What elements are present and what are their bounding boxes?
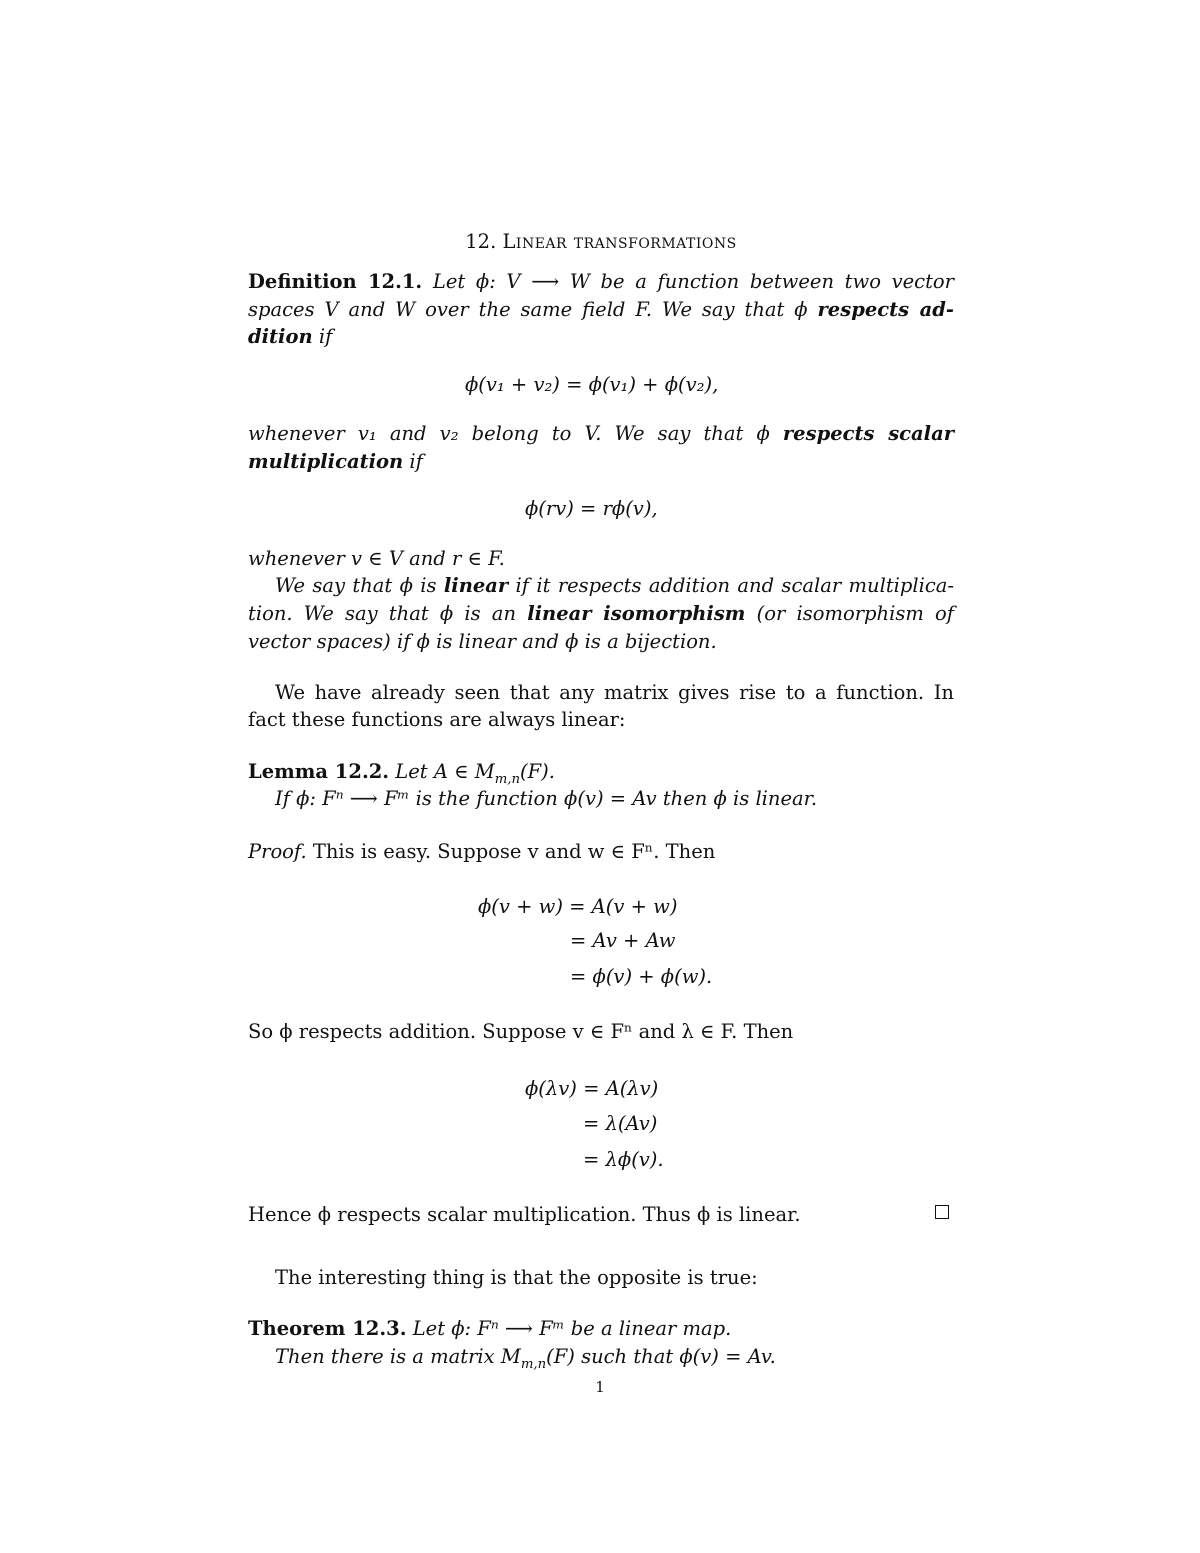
definition-line-9: vector spaces) if ϕ is linear and ϕ is a bijection. (248, 630, 717, 653)
term-respects-scalar: respects scalar (782, 422, 954, 445)
proof-line-2: So ϕ respects addition. Suppose v ∈ Fⁿ and λ ∈ F. Then (248, 1020, 794, 1043)
paragraph-2-line-1: The interesting thing is that the opposite is true: (275, 1266, 758, 1289)
equation-b-2: = λ(Av) (583, 1112, 658, 1135)
equation-a-2: = Av + Aw (570, 929, 676, 952)
lemma-line-1: Lemma 12.2. Let A ∈ $M_{m,n}(F)$. (248, 760, 555, 787)
equation-b-3: = λϕ(v). (583, 1148, 664, 1171)
theorem-line-1: Theorem 12.3. Let ϕ: Fⁿ ⟶ Fᵐ be a linear map. (248, 1317, 732, 1340)
section-number: 12. (465, 230, 497, 253)
lemma-label: Lemma 12.2. (248, 760, 390, 783)
proof-label: Proof. (248, 840, 307, 863)
definition-line-4: whenever v₁ and v₂ belong to V. We say that ϕ respects scalar (248, 422, 954, 445)
definition-label: Definition 12.1. (248, 270, 423, 293)
section-heading (248, 228, 954, 256)
proof-line-1: Proof. This is easy. Suppose v and w ∈ Fⁿ. Then (248, 840, 716, 863)
lemma-line-2: If ϕ: Fⁿ ⟶ Fᵐ is the function ϕ(v) = Av then ϕ is linear. (275, 787, 818, 810)
proof-line-3: Hence ϕ respects scalar multiplication. Thus ϕ is linear. (248, 1203, 801, 1226)
equation-additivity: ϕ(v₁ + v₂) = ϕ(v₁) + ϕ(v₂), (465, 373, 719, 396)
definition-line-5: multiplication if (248, 450, 423, 473)
definition-line-7: We say that ϕ is linear if it respects addition and scalar multiplica- (275, 574, 954, 597)
definition-line-3: dition if (248, 325, 333, 348)
term-respects-addition: respects ad- (817, 298, 954, 321)
term-linear-isomorphism: linear isomorphism (527, 602, 746, 625)
section-title: Linear transformations (502, 230, 737, 253)
equation-a-1: ϕ(v + w) = A(v + w) (478, 895, 678, 918)
definition-line-8: tion. We say that ϕ is an linear isomorphism (or isomorphism of (248, 602, 954, 625)
equation-homogeneity: ϕ(rv) = rϕ(v), (525, 497, 658, 520)
paragraph-1-line-2: fact these functions are always linear: (248, 708, 626, 731)
definition-line-2: spaces V and W over the same field F. We say that ϕ respects ad- (248, 298, 954, 321)
equation-b-1: ϕ(λv) = A(λv) (525, 1077, 659, 1100)
definition-line-1: Definition 12.1. Let ϕ: V ⟶ W be a function between two vector (248, 270, 954, 293)
theorem-line-2: Then there is a matrix $M_{m,n}(F)$ such that ϕ(v) = Av. (275, 1345, 776, 1372)
equation-a-3: = ϕ(v) + ϕ(w). (570, 965, 713, 988)
qed-square-icon (935, 1205, 949, 1219)
paragraph-1-line-1: We have already seen that any matrix gives rise to a function. In (275, 681, 954, 704)
theorem-label: Theorem 12.3. (248, 1317, 407, 1340)
term-linear: linear (443, 574, 509, 597)
page-number: 1 (595, 1378, 605, 1396)
definition-line-6: whenever v ∈ V and r ∈ F. (248, 547, 505, 570)
